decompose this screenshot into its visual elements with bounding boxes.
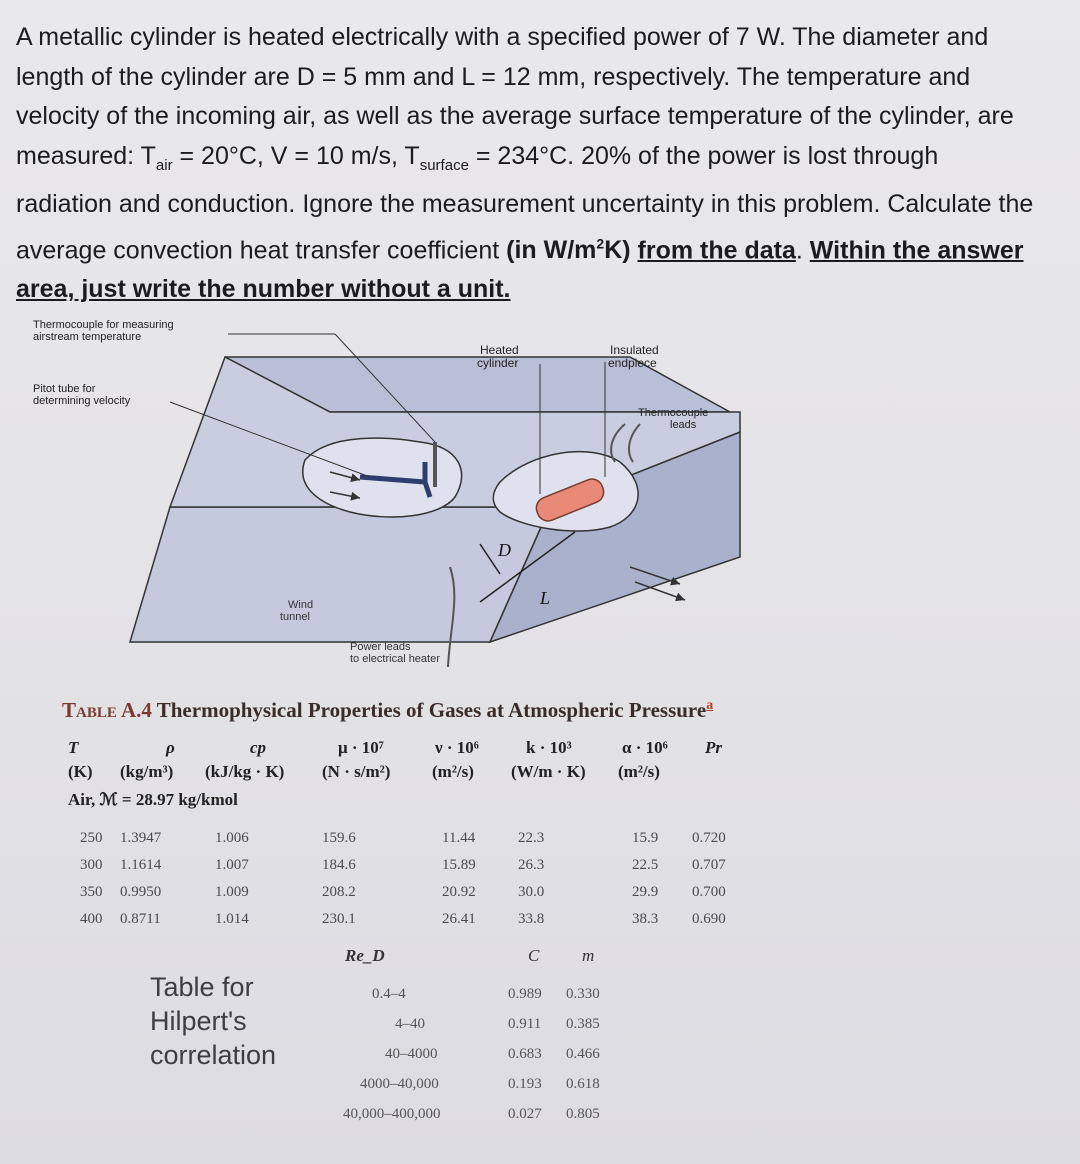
problem-text: average convection heat transfer coefficient (16, 235, 507, 264)
header-T: T (68, 738, 79, 757)
label-wind-tunnel: Wind tunnel (280, 599, 314, 623)
problem-line-6: average convection heat transfer coefficient (in $W/m^2K$) from the data. Within the answer (16, 235, 1024, 264)
hilpert-header-re: Re_D (345, 946, 385, 965)
emphasis-from-data: from the data (637, 235, 796, 264)
header-k: k · 10³ (526, 738, 572, 757)
label-thermocouple-leads: Thermocouple leads (638, 407, 709, 431)
header-rho: ρ (166, 738, 175, 757)
table-title-prefix: Table A.4 (62, 698, 152, 722)
label-insulated-endpiece: Insulated endpiece (608, 343, 659, 370)
label-d: D (498, 540, 511, 560)
problem-line-3: velocity of the incoming air, as well as the average surface temperature of the cylinder, are (16, 102, 1014, 130)
hilpert-label: Table for Hilpert's correlation (150, 972, 277, 1070)
air-label: Air, ℳ = 28.97 kg/kmol (68, 790, 238, 809)
problem-text: measured: T (16, 141, 156, 170)
tunnel-front (130, 507, 550, 642)
label-pitot: Pitot tube for determining velocity (33, 383, 131, 407)
subscript-surface: surface (419, 156, 469, 174)
label-heated-cylinder: Heated cylinder (477, 343, 519, 370)
problem-text: = 234°C. 20% of the power is lost through (468, 141, 939, 170)
unit-cp: (kJ/kg · K) (205, 762, 285, 781)
unit-T: (K) (68, 762, 93, 781)
unit-alpha: (m²/s) (618, 762, 660, 781)
problem-line-4 (16, 137, 1071, 186)
unit-k: (W/m · K) (511, 762, 586, 781)
problem-line-2: length of the cylinder are D = 5 mm and L = 12 mm, respectively. The temperature and (16, 62, 971, 91)
header-mu: μ · 10⁷ (338, 738, 384, 757)
label-thermocouple-air: Thermocouple for measuring airstream temperature (33, 319, 174, 343)
unit-nu: (m²/s) (432, 762, 474, 781)
header-alpha: α · 10⁶ (622, 738, 668, 757)
label-l: L (540, 588, 551, 608)
hilpert-header-m: m (582, 946, 595, 965)
table-title (62, 698, 713, 723)
subscript-air: air (155, 156, 173, 174)
hilpert-header-c: C (528, 946, 540, 965)
table-title-text: Thermophysical Properties of Gases at Atmospheric Pressure (151, 698, 707, 722)
unit-mu: (N · s/m²) (322, 762, 391, 781)
header-pr: Pr (705, 738, 722, 757)
wind-tunnel-figure (30, 312, 770, 692)
problem-text: = 20°C, V = 10 m/s, T (172, 141, 420, 170)
label-power-leads: Power leads to electrical heater (350, 641, 440, 665)
problem-line-7: area, just write the number without a unit. (16, 275, 511, 304)
emphasis-answer-area: Within the answer (809, 235, 1024, 264)
header-cp: cp (250, 738, 267, 757)
problem-statement (16, 18, 1071, 310)
problem-line-5: radiation and conduction. Ignore the measurement uncertainty in this problem. Calculate the (16, 190, 1034, 218)
unit-text: (in $W/m^2K$) (506, 235, 631, 264)
table-footnote-marker: a (706, 698, 714, 713)
problem-line-1: A metallic cylinder is heated electrically with a specified power of 7 W. The diameter and (16, 23, 989, 51)
unit-rho: (kg/m³) (120, 762, 174, 781)
header-nu: ν · 10⁶ (435, 738, 479, 757)
